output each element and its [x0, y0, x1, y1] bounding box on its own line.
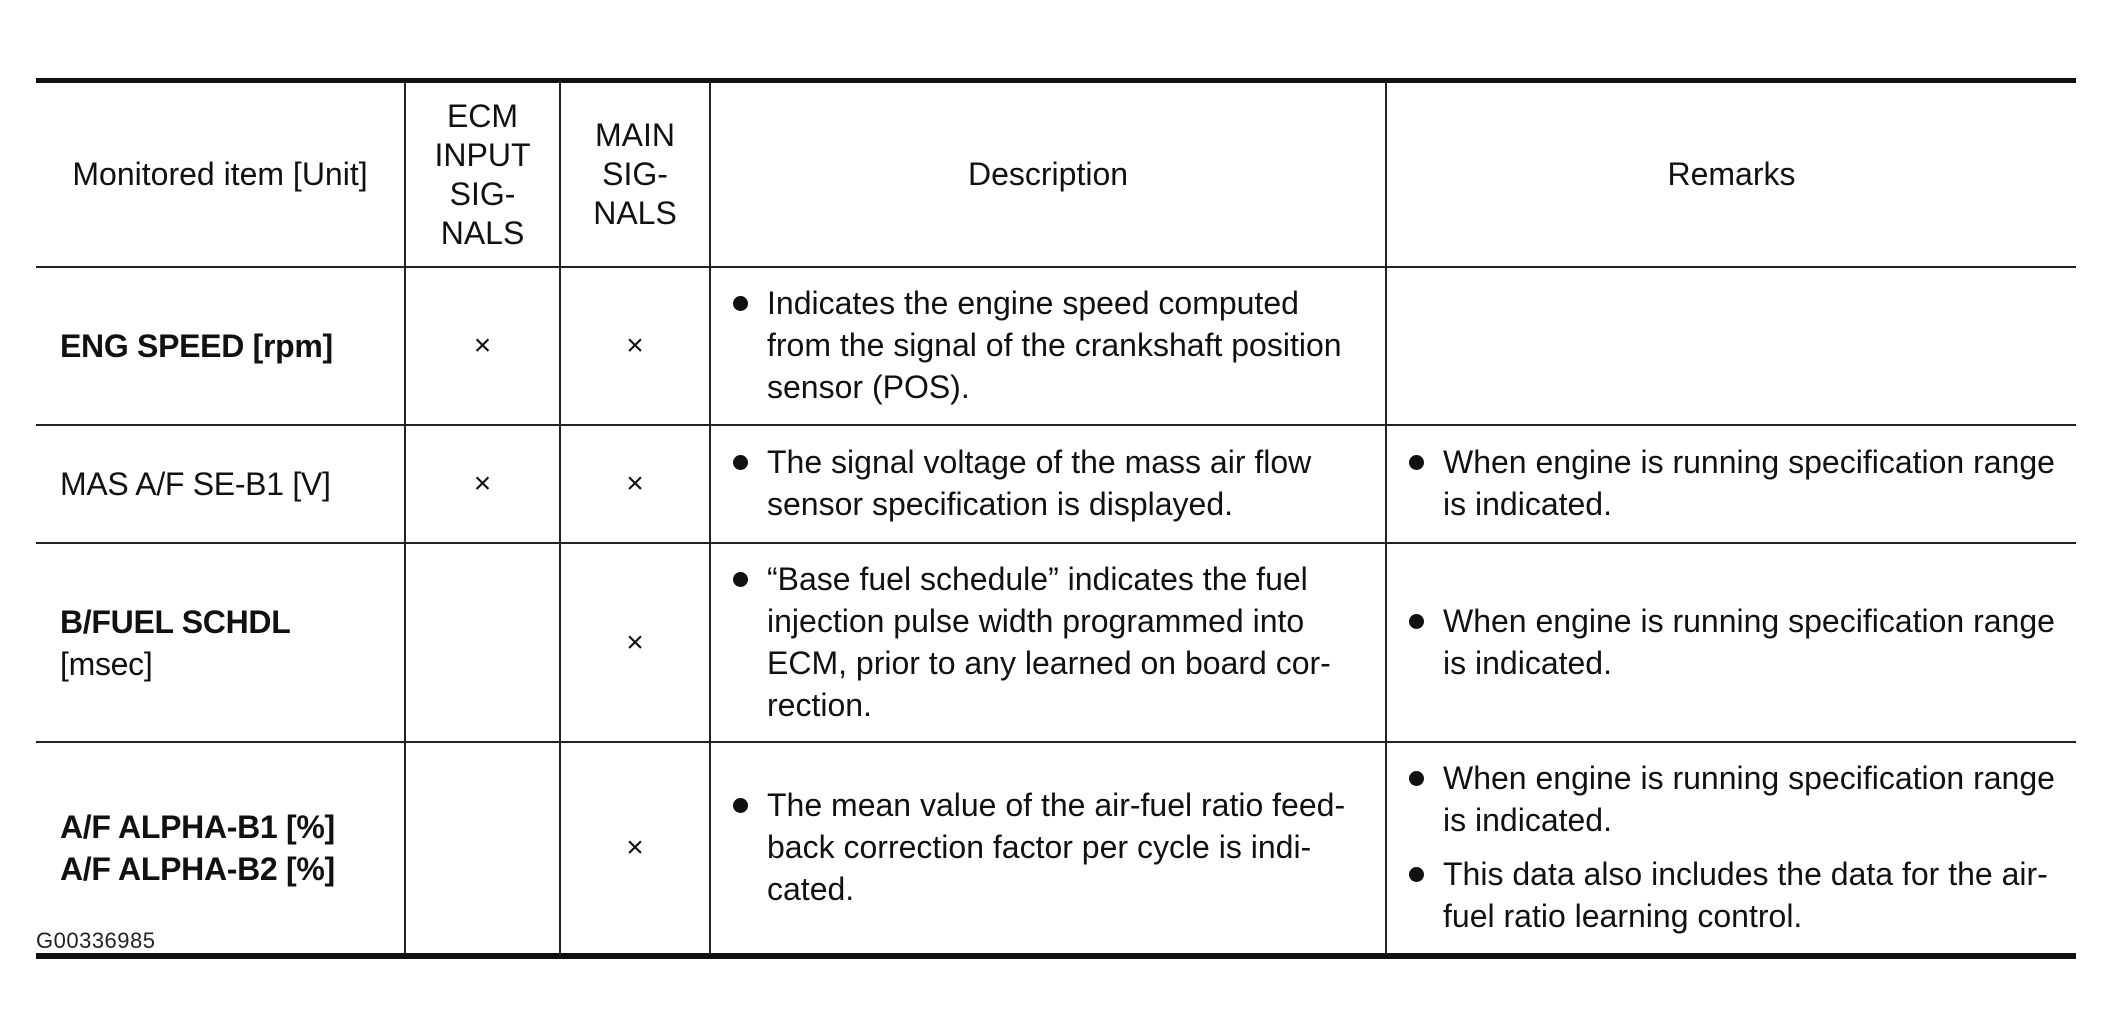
header-main-signals: MAIN SIG- NALS [560, 81, 710, 268]
table-row [36, 267, 2076, 425]
remarks-cell [1386, 425, 2076, 543]
description-bullet: The mean value of the air-fuel ratio feed-back correction factor per cycle is indi-cated. [731, 784, 1371, 910]
table-header-row [36, 81, 2076, 268]
header-remarks: Remarks [1386, 81, 2076, 268]
monitored-item-cell: ENG SPEED [rpm] [36, 267, 405, 425]
description-cell [710, 543, 1386, 742]
bullet-icon [1409, 771, 1424, 786]
monitored-item-cell: B/FUEL SCHDL [msec] [36, 543, 405, 742]
table-row [36, 543, 2076, 742]
description-cell [710, 742, 1386, 956]
main-signal-mark: × [560, 425, 710, 543]
ecm-input-mark [405, 543, 560, 742]
header-monitored-item: Monitored item [Unit] [36, 81, 405, 268]
description-bullet: Indicates the engine speed computed from the signal of the crankshaft position sensor (POS). [731, 282, 1371, 408]
ecm-input-mark: × [405, 267, 560, 425]
remarks-bullet: When engine is running specification range is indicated. [1407, 441, 2062, 525]
header-description: Description [710, 81, 1386, 268]
ecm-input-mark [405, 742, 560, 956]
bullet-icon [733, 798, 748, 813]
header-ecm-input-signals: ECM INPUT SIG- NALS [405, 81, 560, 268]
bullet-icon [1409, 867, 1424, 882]
remarks-cell [1386, 267, 2076, 425]
description-bullet: The signal voltage of the mass air flow sensor specification is displayed. [731, 441, 1371, 525]
ecm-input-mark: × [405, 425, 560, 543]
remarks-bullet: When engine is running specification range is indicated. [1407, 600, 2062, 684]
main-signal-mark: × [560, 267, 710, 425]
remarks-cell [1386, 742, 2076, 956]
description-cell [710, 425, 1386, 543]
figure-code: G00336985 [36, 928, 156, 953]
monitored-item-cell: A/F ALPHA-B1 [%] A/F ALPHA-B2 [%] [36, 742, 405, 956]
remarks-bullet: This data also includes the data for the air-fuel ratio learning control. [1407, 853, 2062, 937]
description-cell [710, 267, 1386, 425]
bullet-icon [733, 296, 748, 311]
table-row [36, 425, 2076, 543]
bullet-icon [733, 455, 748, 470]
remarks-cell [1386, 543, 2076, 742]
main-signal-mark: × [560, 742, 710, 956]
bullet-icon [733, 572, 748, 587]
remarks-bullet: When engine is running specification range is indicated. [1407, 757, 2062, 841]
monitored-item-cell: MAS A/F SE-B1 [V] [36, 425, 405, 543]
main-signal-mark: × [560, 543, 710, 742]
bullet-icon [1409, 614, 1424, 629]
bullet-icon [1409, 455, 1424, 470]
monitored-items-table [36, 78, 2076, 959]
table-row [36, 742, 2076, 956]
description-bullet: “Base fuel schedule” indicates the fuel injection pulse width programmed into ECM, prior to any learned on board cor-rection. [731, 558, 1371, 726]
